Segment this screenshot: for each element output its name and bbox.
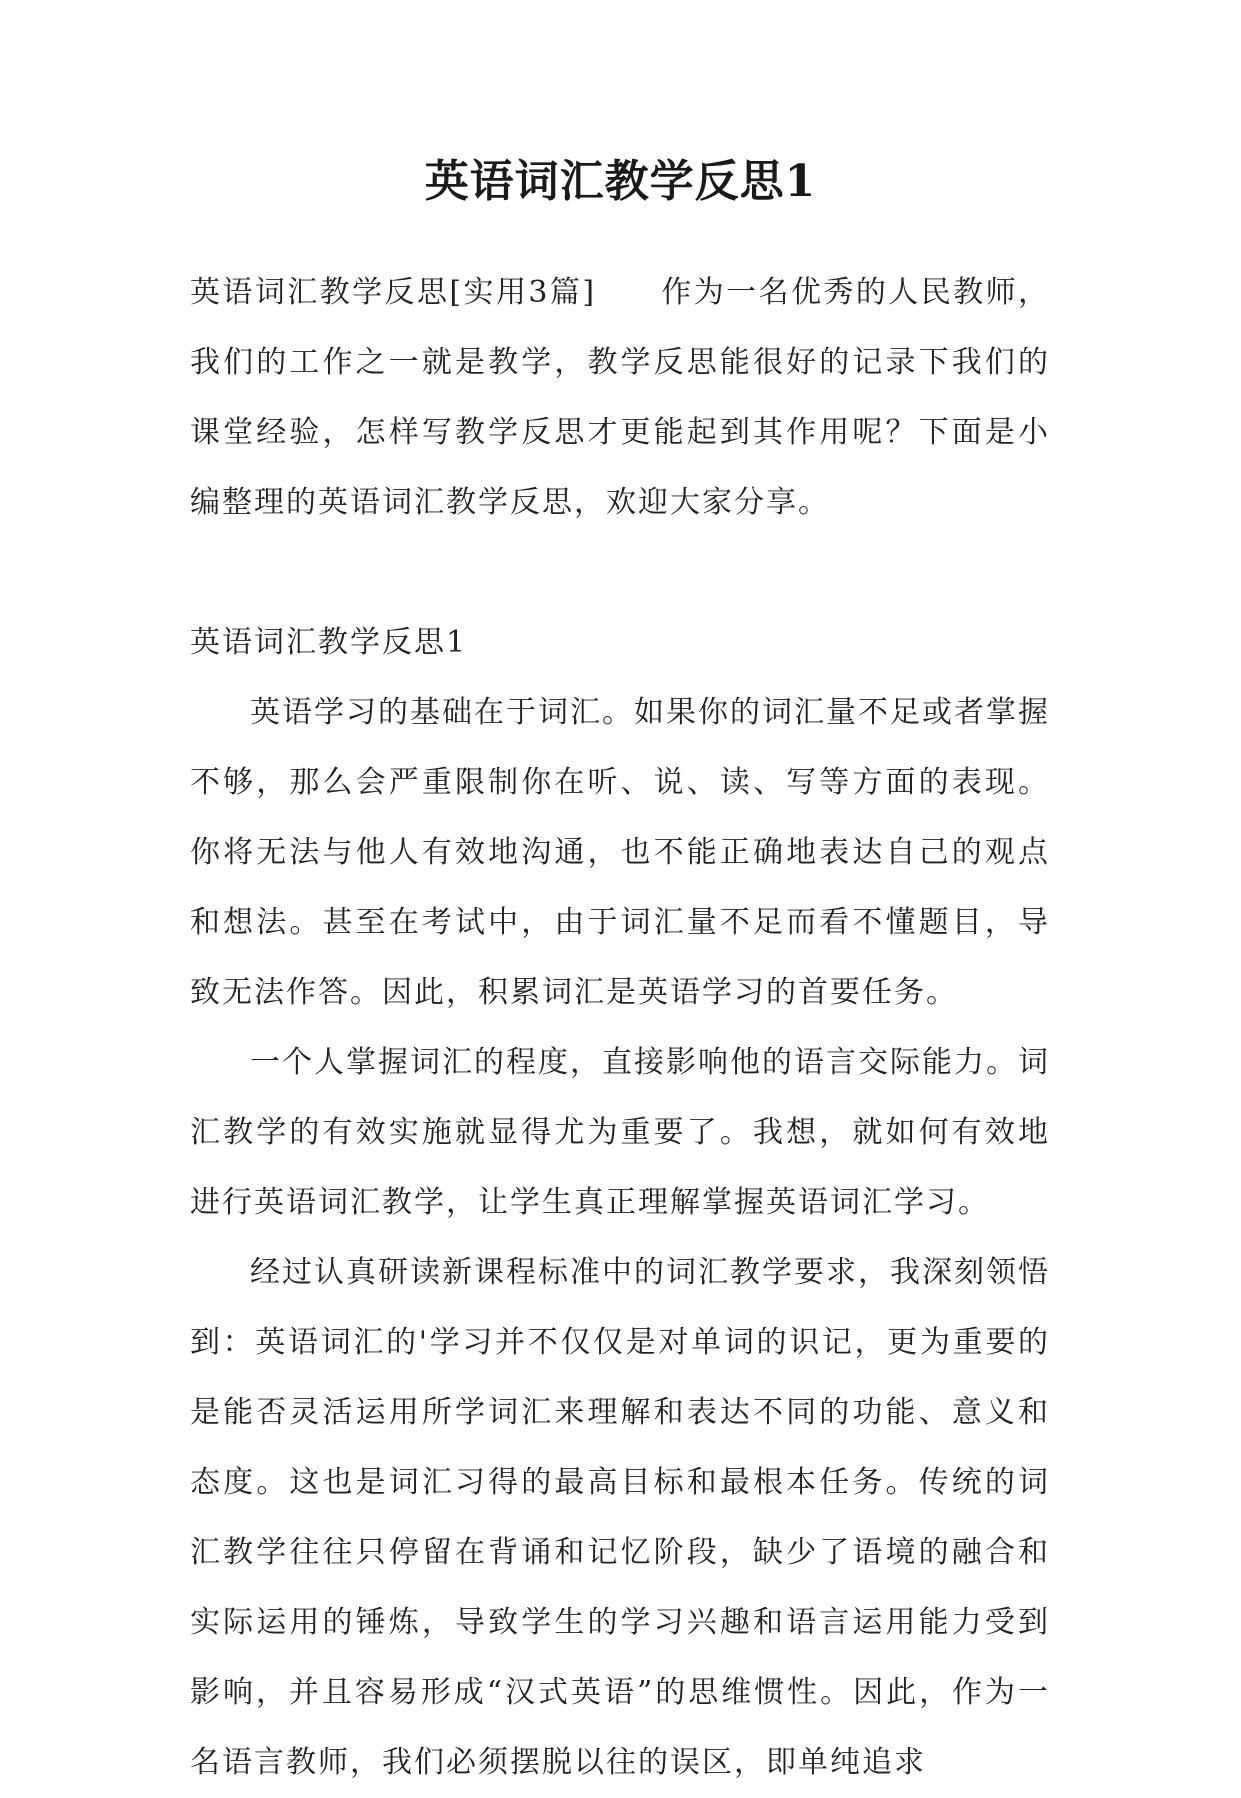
document-title: 英语词汇教学反思1 — [424, 156, 817, 207]
intro-paragraph: 英语词汇教学反思[实用3篇] 作为一名优秀的人民教师，我们的工作之一就是教学，教学反思能很好的记录下我们的课堂经验，怎样写教学反思才更能起到其作用呢？下面是小编整理的英语词汇教学反思，欢迎大家分享。 — [190, 275, 1050, 520]
section-heading: 英语词汇教学反思1 — [190, 625, 468, 660]
body-paragraph-2: 一个人掌握词汇的程度，直接影响他的语言交际能力。词汇教学的有效实施就显得尤为重要了。我想，就如何有效地进行英语词汇教学，让学生真正理解掌握英语词汇学习。 — [190, 1045, 1050, 1220]
body-paragraph-1: 英语学习的基础在于词汇。如果你的词汇量不足或者掌握不够，那么会严重限制你在听、说、读、写等方面的表现。你将无法与他人有效地沟通，也不能正确地表达自己的观点和想法。甚至在考试中，由于词汇量不足而看不懂题目，导致无法作答。因此，积累词汇是英语学习的首要任务。 — [190, 695, 1050, 1010]
body-paragraph-3: 经过认真研读新课程标准中的词汇教学要求，我深刻领悟到：英语词汇的'学习并不仅仅是对单词的识记，更为重要的是能否灵活运用所学词汇来理解和表达不同的功能、意义和态度。这也是词汇习得的最高目标和最根本任务。传统的词汇教学往往只停留在背诵和记忆阶段，缺少了语境的融合和实际运用的锤炼，导致学生的学习兴趣和语言运用能力受到影响，并且容易形成“汉式英语”的思维惯性。因此，作为一名语言教师，我们必须摆脱以往的误区，即单纯追求 — [190, 1255, 1050, 1780]
document-body — [190, 258, 1050, 1798]
